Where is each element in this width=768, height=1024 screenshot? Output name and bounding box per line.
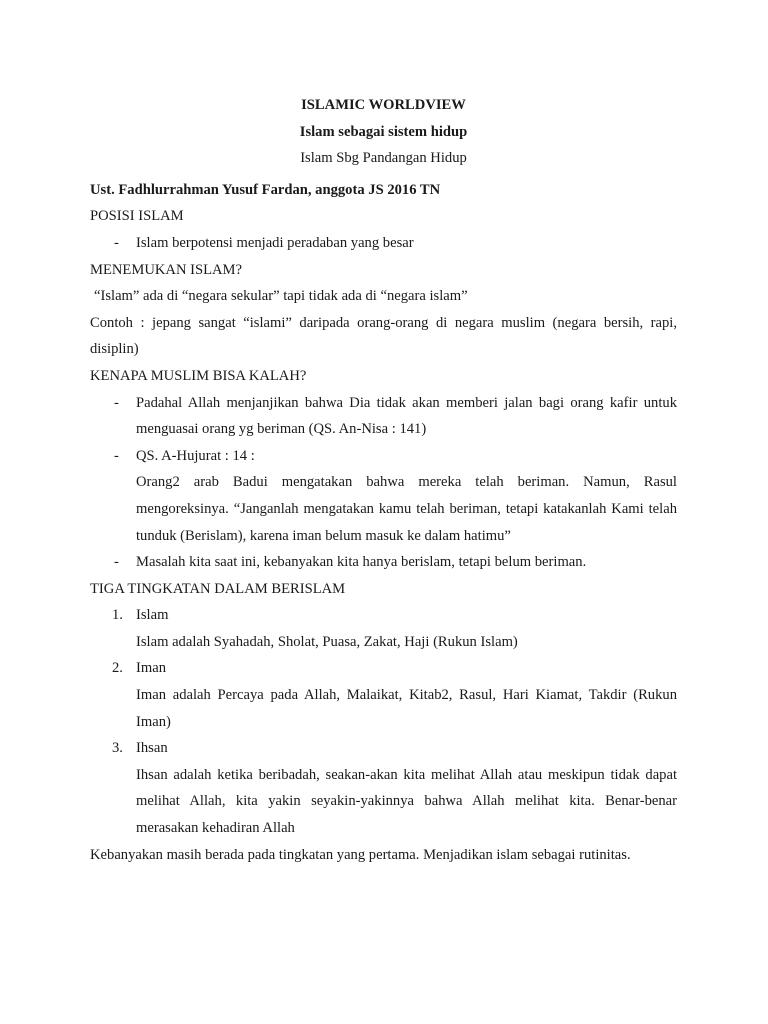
numbered-item-body [136,602,677,655]
numbered-item-title: Islam [136,607,169,624]
number-marker: 2. [112,660,123,677]
document-title: ISLAMIC WORLDVIEW [301,97,466,113]
bullet-marker: - [114,234,119,251]
numbered-item-title: Ihsan [136,740,168,757]
numbered-item-desc: Ihsan adalah ketika beribadah, seakan-akan kita melihat Allah atau meskipun tidak dapat melihat Allah, kita yakin seyakin-yakinnya bahwa Allah melihat kita. Benar-benar merasakan kehadiran Allah [136,766,677,837]
list-item-text: Islam berpotensi menjadi peradaban yang besar [136,234,414,251]
heading-menemukan-islam: MENEMUKAN ISLAM? [90,261,243,278]
example-paragraph: Contoh : jepang sangat “islami” daripada orang-orang di negara muslim (negara bersih, rapi, disiplin) [90,314,677,358]
quote-line: “Islam” ada di “negara sekular” tapi tidak ada di “negara islam” [94,288,468,305]
bullet-marker: - [114,447,119,464]
list-item-text: Masalah kita saat ini, kebanyakan kita hanya berislam, tetapi belum beriman. [136,554,587,571]
document-subsubtitle: Islam Sbg Pandangan Hidup [300,150,467,167]
list-item-reference: QS. A-Hujurat : 14 : [136,447,255,464]
numbered-item-desc: Iman adalah Percaya pada Allah, Malaikat, Kitab2, Rasul, Hari Kiamat, Takdir (Rukun Iman) [136,687,677,730]
numbered-item-body [136,655,677,735]
number-marker: 3. [112,740,123,757]
heading-tiga-tingkatan: TIGA TINGKATAN DALAM BERISLAM [90,580,346,597]
numbered-item-ihsan [90,735,677,841]
author-line: Ust. Fadhlurrahman Yusuf Fardan, anggota JS 2016 TN [90,181,441,198]
list-item-text: Padahal Allah menjanjikan bahwa Dia tidak akan memberi jalan bagi orang kafir untuk menguasai orang yg beriman (QS. An-Nisa : 141) [136,394,677,438]
list-item [90,549,677,576]
heading-posisi-islam: POSISI ISLAM [90,208,184,225]
numbered-item-title: Iman [136,660,166,677]
document-subtitle: Islam sebagai sistem hidup [299,123,468,140]
document-body [90,92,677,868]
closing-paragraph: Kebanyakan masih berada pada tingkatan yang pertama. Menjadikan islam sebagai rutinitas. [90,846,631,863]
list-item [90,390,677,443]
numbered-item-islam [90,602,677,655]
numbered-item-iman [90,655,677,735]
bullet-marker: - [114,554,119,571]
title-block [90,92,677,172]
numbered-item-desc: Islam adalah Syahadah, Sholat, Puasa, Zakat, Haji (Rukun Islam) [136,633,518,650]
list-item-body [136,443,677,549]
list-item-text: Orang2 arab Badui mengatakan bahwa mereka telah beriman. Namun, Rasul mengoreksinya. “Janganlah mengatakan kamu telah beriman, tetapi katakanlah Kami telah tunduk (Berislam), karena iman belum masuk ke dalam hatimu” [136,474,677,544]
numbered-item-body [136,735,677,841]
bullet-marker: - [114,394,119,411]
list-item [90,443,677,549]
list-item [90,230,677,257]
heading-kenapa-muslim: KENAPA MUSLIM BISA KALAH? [90,367,307,384]
number-marker: 1. [112,607,123,624]
